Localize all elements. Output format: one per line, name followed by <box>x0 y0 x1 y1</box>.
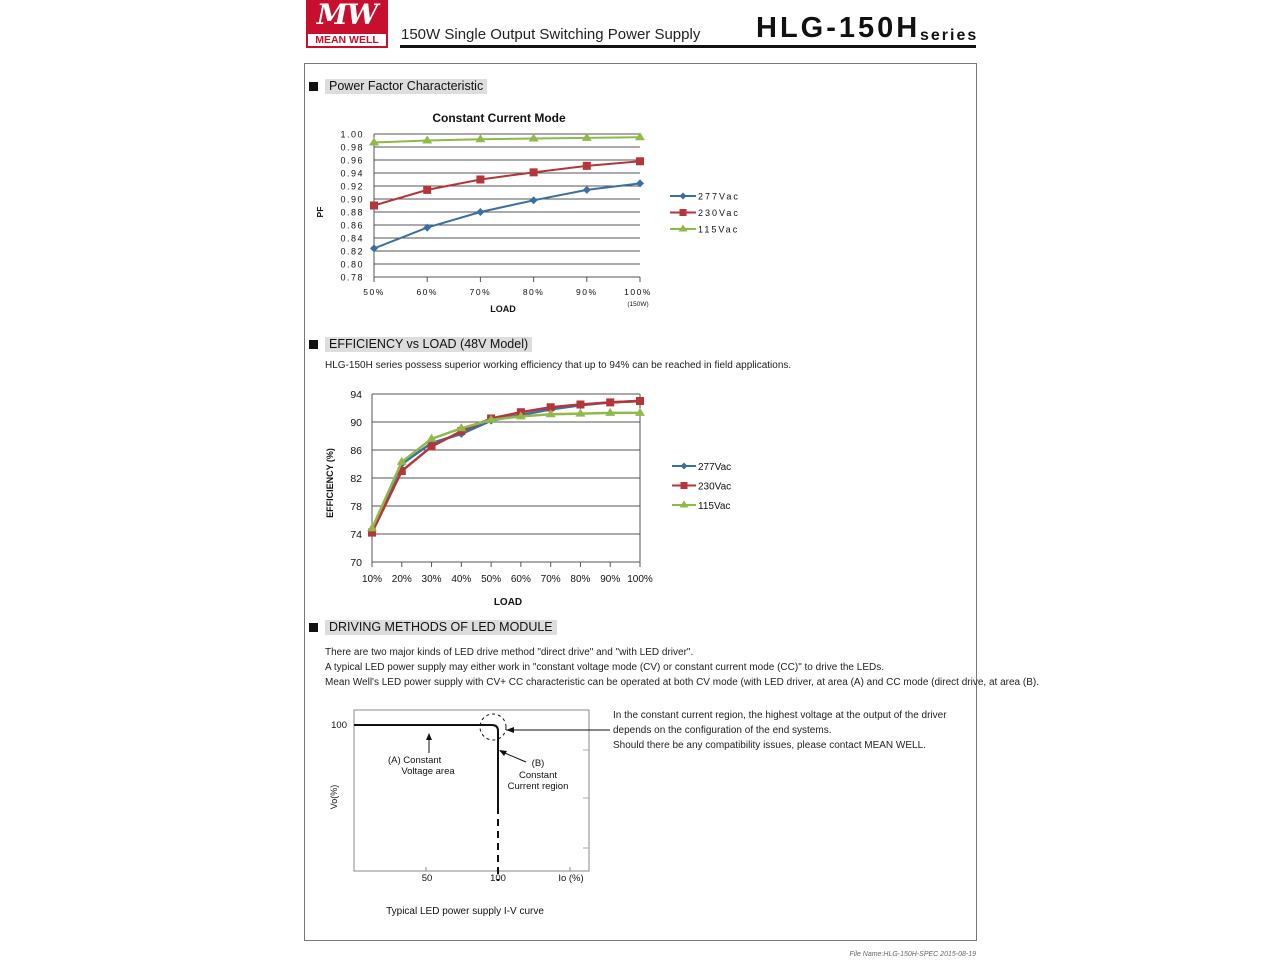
annotation-a-line1: (A) Constant <box>388 755 442 766</box>
y-tick-label: 78 <box>350 501 362 513</box>
x-tick-label: 50% <box>363 287 385 297</box>
iv-note-line3: Should there be any compatibility issues, please contact MEAN WELL. <box>613 740 926 751</box>
series-line <box>374 137 640 142</box>
legend-label: 230Vac <box>698 208 740 218</box>
marker-square <box>370 202 378 210</box>
x-tick-label: 100% <box>627 574 653 585</box>
annotation-a-line2: Voltage area <box>401 766 455 777</box>
marker-square <box>636 397 644 405</box>
marker-square <box>583 162 591 170</box>
y-tick-label: 82 <box>350 473 362 485</box>
y-axis-label: PF <box>315 206 325 218</box>
y-tick-label: 0.86 <box>340 220 364 231</box>
marker-square <box>476 176 484 184</box>
x-tick-label: 30% <box>421 574 442 585</box>
marker-square <box>530 168 538 176</box>
series-line <box>372 413 640 529</box>
marker-square <box>606 398 614 406</box>
series-line <box>372 401 640 531</box>
legend-label: 115Vac <box>698 224 740 235</box>
x-axis-label: LOAD <box>493 597 523 608</box>
x-tick-label: 80% <box>522 287 545 297</box>
annotation-b-line1: (B) <box>531 758 545 769</box>
x-axis-label: Io (%) <box>558 873 584 884</box>
legend-label: 277Vac <box>698 191 740 202</box>
x-tick-label: 50 <box>421 873 433 884</box>
y-tick-label: 0.80 <box>340 259 364 270</box>
iv-note-line1: In the constant current region, the highest voltage at the output of the driver <box>613 710 947 721</box>
y-tick-label: 0.94 <box>340 168 364 179</box>
marker-square <box>681 482 688 489</box>
x-tick-label: 60% <box>510 574 531 585</box>
y-tick-label: 0.88 <box>340 207 364 218</box>
marker-diamond <box>681 463 688 470</box>
section-title: DRIVING METHODS OF LED MODULE <box>325 620 557 635</box>
iv-note-line2: depends on the configuration of the end systems. <box>613 725 832 736</box>
document-subtitle: 150W Single Output Switching Power Supply <box>401 26 701 43</box>
y-tick-label: 70 <box>350 557 362 569</box>
y-axis-label: Vo(%) <box>329 784 339 810</box>
y-tick-label: 100 <box>331 720 347 731</box>
y-tick-label: 94 <box>350 389 362 401</box>
marker-diamond <box>530 196 538 204</box>
y-tick-label: 90 <box>350 417 362 429</box>
y-tick-label: 86 <box>350 445 362 457</box>
legend-label: 115Vac <box>698 501 731 512</box>
x-axis-label: LOAD <box>490 304 516 314</box>
model-name: HLG-150H <box>756 12 921 44</box>
section-title: EFFICIENCY vs LOAD (48V Model) <box>325 337 532 352</box>
x-tick-label: 90% <box>576 287 598 297</box>
marker-diamond <box>583 186 591 194</box>
annotation-b-line3: Current region <box>507 781 569 792</box>
y-tick-label: 0.98 <box>340 142 364 153</box>
cc-curve <box>492 725 498 807</box>
x-tick-label: 50% <box>481 574 502 585</box>
marker-diamond <box>680 193 687 200</box>
highlight-circle <box>480 714 506 740</box>
marker-square <box>636 157 644 165</box>
series-line <box>372 401 640 533</box>
annotation-b-line2: Constant <box>518 770 558 781</box>
y-tick-label: 0.82 <box>340 246 364 257</box>
arrow-b-head-icon <box>499 750 507 756</box>
marker-square <box>428 443 436 451</box>
y-tick-label: 0.90 <box>340 194 364 205</box>
drive-text-line2: A typical LED power supply may either work in "constant voltage mode (CV) or constant current mode (CC)" to drive the LEDs. <box>325 662 885 673</box>
logo-text: MEAN WELL <box>308 34 386 46</box>
legend-label: 230Vac <box>698 481 732 493</box>
x-tick-label: 10% <box>361 574 383 585</box>
leader-arrow-icon <box>506 727 514 733</box>
x-tick-label: 70% <box>540 574 561 585</box>
marker-square <box>680 209 687 216</box>
drive-text-line1: There are two major kinds of LED drive method "direct drive" and "with LED driver". <box>325 647 694 658</box>
arrow-a-head-icon <box>426 733 432 740</box>
logo-letters: MW <box>316 0 378 31</box>
y-tick-label: 0.84 <box>340 233 364 244</box>
marker-triangle <box>635 132 645 140</box>
efficiency-note: HLG-150H series possess superior working efficiency that up to 94% can be reached in field applications. <box>325 360 792 371</box>
x-tick-label: 60% <box>416 287 438 297</box>
x-tick-label: 100 <box>490 873 506 884</box>
y-tick-label: 0.92 <box>340 181 364 192</box>
x-tick-label: 20% <box>391 574 412 585</box>
x-tick-label: 80% <box>570 574 591 585</box>
y-tick-label: 0.78 <box>340 272 364 283</box>
marker-diamond <box>476 208 484 216</box>
legend-label: 277Vac <box>698 462 732 473</box>
y-tick-label: 1.00 <box>340 129 364 140</box>
x-tick-label: 40% <box>451 574 472 585</box>
x-tick-label: 70% <box>469 287 492 297</box>
marker-square <box>576 401 584 409</box>
marker-square <box>423 186 431 194</box>
section-title: Power Factor Characteristic <box>325 79 487 94</box>
x-tick-label: 90% <box>600 574 621 585</box>
file-footer: File Name:HLG-150H-SPEC 2015-08-19 <box>849 951 976 958</box>
series-label: series <box>920 27 979 44</box>
y-tick-label: 0.96 <box>340 155 364 166</box>
drive-text-line3: Mean Well's LED power supply with CV+ CC characteristic can be operated at both CV mode (with LED driver, at area (A) and CC mode (direct drive, at area (B). <box>325 677 1039 688</box>
y-tick-label: 74 <box>350 529 362 541</box>
chart-title: Constant Current Mode <box>432 111 566 125</box>
x-note: (150W) <box>627 301 649 308</box>
y-axis-label: EFFICIENCY (%) <box>325 448 335 518</box>
chart-caption: Typical LED power supply I-V curve <box>386 906 544 917</box>
x-tick-label: 100% <box>624 287 652 297</box>
